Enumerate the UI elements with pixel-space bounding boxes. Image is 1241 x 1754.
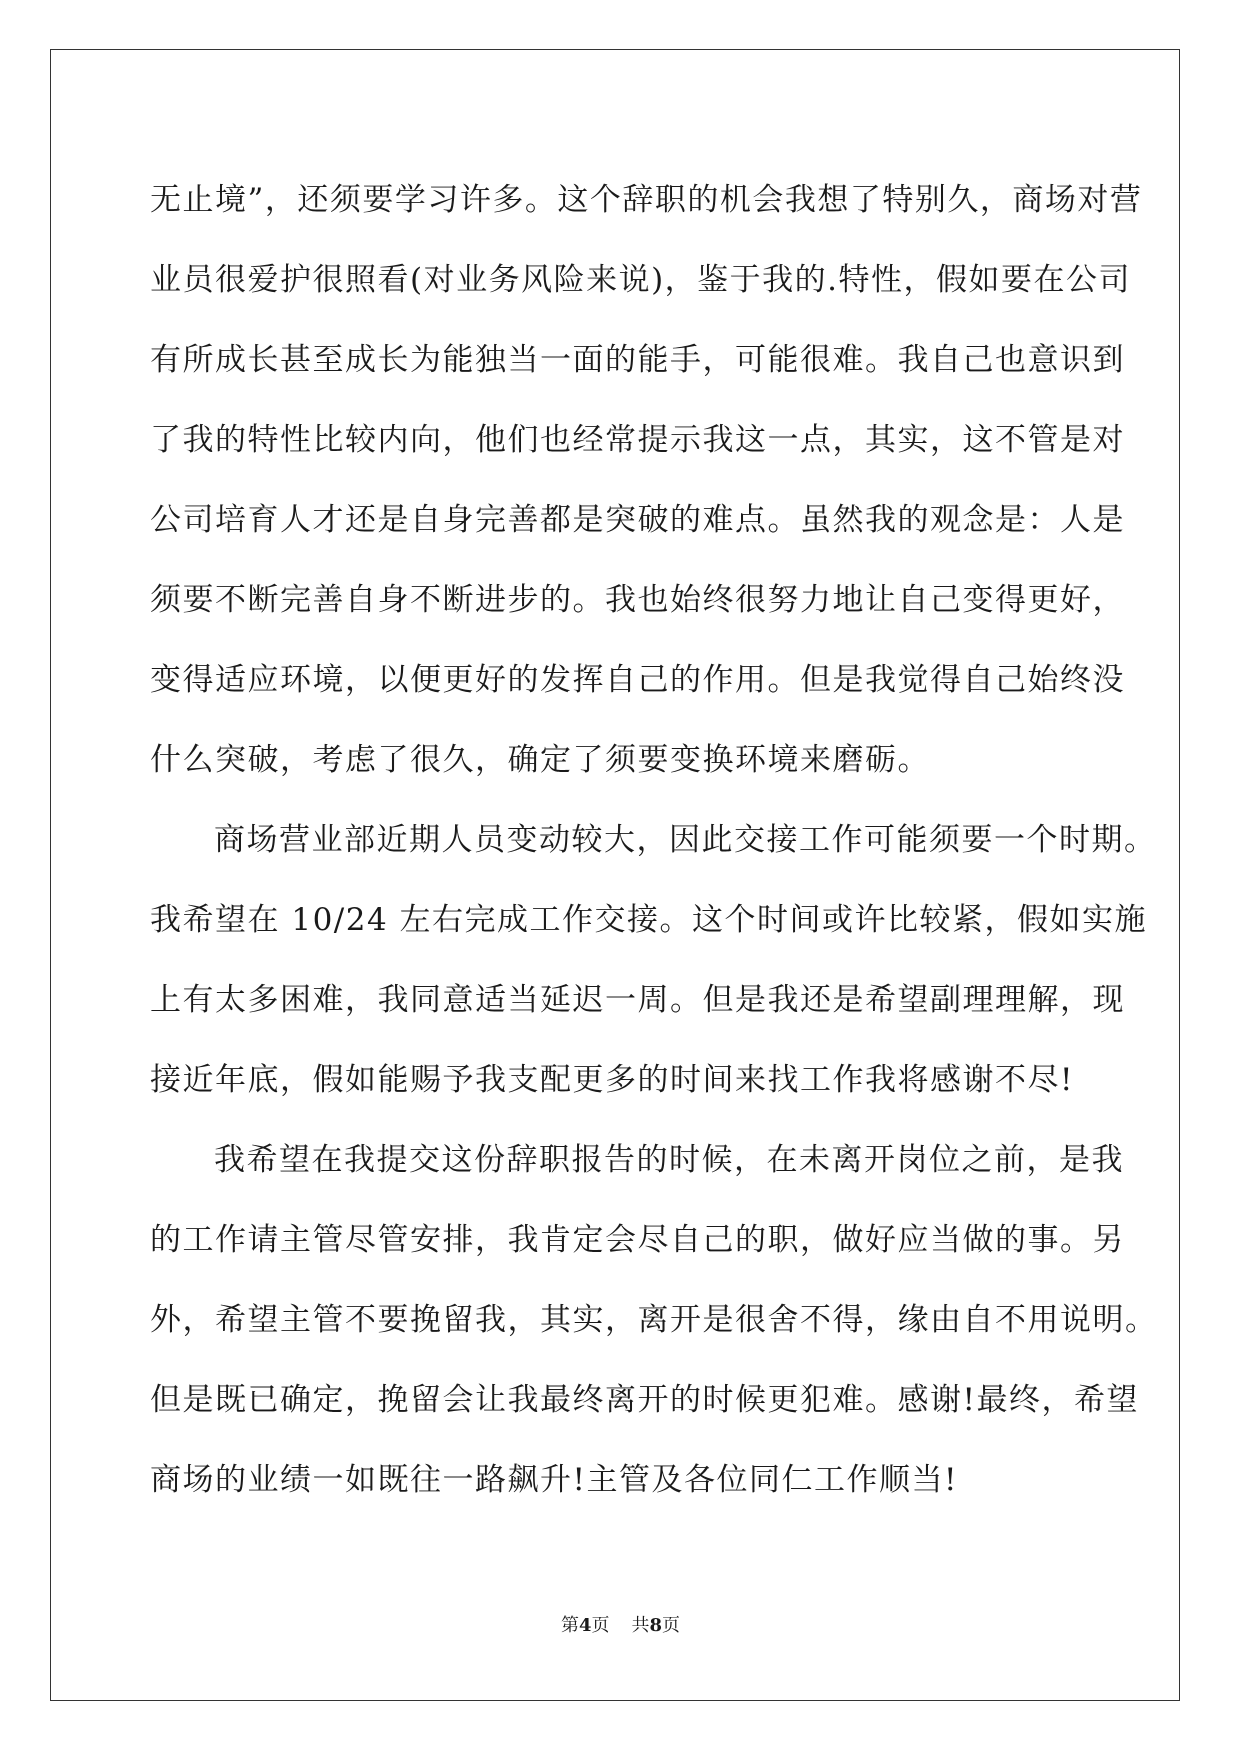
paragraph-start-line: 商场营业部近期人员变动较大，因此交接工作可能须要一个时期。 bbox=[214, 822, 1157, 858]
text-line: 无止境”，还须要学习许多。这个辞职的机会我想了特别久，商场对营 bbox=[150, 182, 1143, 218]
document-body bbox=[150, 160, 1158, 1520]
text-line: 什么突破，考虑了很久，确定了须要变换环境来磨砺。 bbox=[150, 742, 930, 778]
text-line: 我希望在 10/24 左右完成工作交接。这个时间或许比较紧，假如实施 bbox=[150, 902, 1148, 938]
text-line: 了我的特性比较内向，他们也经常提示我这一点，其实，这不管是对 bbox=[150, 422, 1125, 458]
page-prefix: 第 bbox=[560, 1615, 579, 1636]
text-line: 须要不断完善自身不断进步的。我也始终很努力地让自己变得更好， bbox=[150, 582, 1125, 618]
text-line: 有所成长甚至成长为能独当一面的能手，可能很难。我自己也意识到 bbox=[150, 342, 1125, 378]
total-unit: 页 bbox=[662, 1615, 681, 1636]
text-line: 业员很爱护很照看(对业务风险来说)，鉴于我的.特性，假如要在公司 bbox=[150, 262, 1132, 298]
total-page-count: 8 bbox=[649, 1615, 663, 1636]
text-line: 商场的业绩一如既往一路飙升!主管及各位同仁工作顺当! bbox=[150, 1462, 958, 1498]
page-unit: 页 bbox=[591, 1615, 610, 1636]
text-line: 变得适应环境，以便更好的发挥自己的作用。但是我觉得自己始终没 bbox=[150, 662, 1125, 698]
text-line: 公司培育人才还是自身完善都是突破的难点。虽然我的观念是：人是 bbox=[150, 502, 1125, 538]
text-line: 的工作请主管尽管安排，我肯定会尽自己的职，做好应当做的事。另 bbox=[150, 1222, 1125, 1258]
total-prefix: 共 bbox=[631, 1615, 650, 1636]
paragraph-start-line: 我希望在我提交这份辞职报告的时候，在未离开岗位之前，是我 bbox=[214, 1142, 1124, 1178]
page-footer bbox=[0, 1614, 1241, 1638]
current-page-number: 4 bbox=[578, 1615, 592, 1636]
text-line: 接近年底，假如能赐予我支配更多的时间来找工作我将感谢不尽! bbox=[150, 1062, 1074, 1098]
text-line: 但是既已确定，挽留会让我最终离开的时候更犯难。感谢!最终，希望 bbox=[150, 1382, 1139, 1418]
text-line: 上有太多困难，我同意适当延迟一周。但是我还是希望副理理解，现 bbox=[150, 982, 1125, 1018]
text-line: 外，希望主管不要挽留我，其实，离开是很舍不得，缘由自不用说明。 bbox=[150, 1302, 1158, 1338]
